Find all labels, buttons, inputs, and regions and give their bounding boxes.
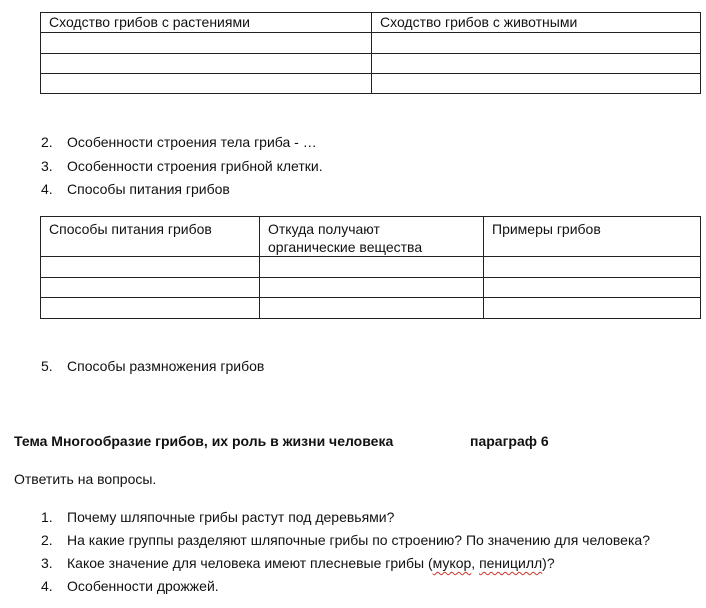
question-text: , xyxy=(471,555,480,571)
question-item xyxy=(41,577,219,595)
table-row xyxy=(41,33,701,54)
question-item xyxy=(41,531,650,549)
list-text: Способы питания грибов xyxy=(67,181,230,197)
list-number: 4. xyxy=(41,578,53,594)
topic-title: Тема Многообразие грибов, их роль в жизни человека xyxy=(14,433,394,449)
table-cell xyxy=(484,298,701,319)
list-number: 5. xyxy=(41,358,53,374)
table-cell xyxy=(484,278,701,298)
table-header-cell: Сходство грибов с животными xyxy=(372,13,701,33)
similarity-table xyxy=(40,12,701,94)
table-cell xyxy=(372,33,701,54)
list-number: 4. xyxy=(41,181,53,197)
table-cell xyxy=(484,257,701,278)
spellcheck-word: мукор xyxy=(432,555,472,571)
table-cell xyxy=(41,278,260,298)
table-cell xyxy=(372,54,701,74)
question-text: Особенности дрожжей. xyxy=(67,578,219,594)
question-text: Какое значение для человека имеют плесневые грибы ( xyxy=(67,555,433,571)
table-row xyxy=(41,298,701,319)
list-number: 3. xyxy=(41,158,53,174)
table-header-cell: Сходство грибов с растениями xyxy=(41,13,372,33)
nutrition-table xyxy=(40,216,701,319)
table-cell xyxy=(41,74,372,94)
table-cell xyxy=(260,257,484,278)
list-text: Особенности строения грибной клетки. xyxy=(67,158,323,174)
table-header-cell: Примеры грибов xyxy=(484,217,701,257)
spellcheck-word: пеницилл xyxy=(479,555,543,571)
question-text: Почему шляпочные грибы растут под деревьями? xyxy=(67,509,395,525)
list-item xyxy=(41,157,323,175)
list-number: 1. xyxy=(41,509,53,525)
list-item xyxy=(41,180,230,198)
list-item xyxy=(41,133,317,151)
table-cell xyxy=(41,54,372,74)
list-item xyxy=(41,357,264,375)
question-text: )? xyxy=(542,555,555,571)
question-item xyxy=(41,508,394,526)
table-row xyxy=(41,74,701,94)
table-cell xyxy=(41,257,260,278)
table-row xyxy=(41,278,701,298)
table-cell xyxy=(260,278,484,298)
table-row xyxy=(41,54,701,74)
instruction-text: Ответить на вопросы. xyxy=(14,471,157,487)
question-text: На какие группы разделяют шляпочные грибы по строению? По значению для человека? xyxy=(67,532,650,548)
list-number: 2. xyxy=(41,532,53,548)
table-header-cell: Откуда получают органические вещества xyxy=(260,217,484,257)
question-item xyxy=(41,554,555,572)
table-cell xyxy=(41,298,260,319)
list-text: Особенности строения тела гриба - … xyxy=(67,134,317,150)
table-cell xyxy=(372,74,701,94)
table-header-row xyxy=(41,13,701,33)
paragraph-label: параграф 6 xyxy=(470,433,549,449)
table-row xyxy=(41,257,701,278)
list-number: 3. xyxy=(41,555,53,571)
table-cell xyxy=(41,33,372,54)
list-number: 2. xyxy=(41,134,53,150)
table-header-row xyxy=(41,217,701,257)
list-text: Способы размножения грибов xyxy=(67,358,265,374)
table-cell xyxy=(260,298,484,319)
table-header-cell: Способы питания грибов xyxy=(41,217,260,257)
